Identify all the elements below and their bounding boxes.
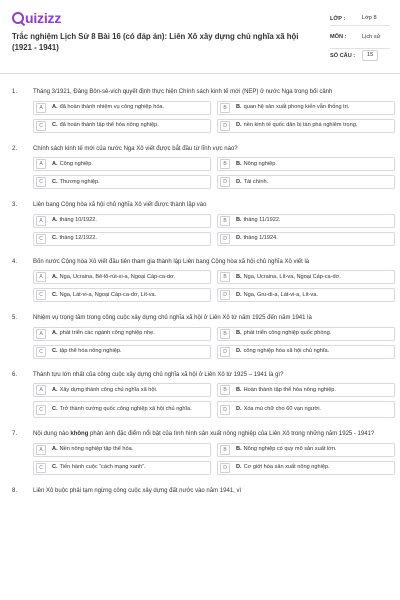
option-label: C. [52,348,58,354]
question-text: Thành tựu lớn nhất của công cuộc xây dựng chủ nghĩa xã hội ở Liên Xô từ 1925 – 1941 là gì? [33,371,284,378]
option-label: D. [236,122,242,128]
option-letter: C [36,234,46,244]
option-label: A. [52,160,58,167]
option-text: nền kinh tế quốc dân bị tàn phá nghiêm trọng. [243,122,358,128]
option-letter: B [220,103,230,113]
option-text: Nga, Ucraina, Lít-va, Ngoại Cáp-ca-dơ. [243,273,341,280]
option-text: Công nghiệp. [59,160,93,167]
question-4 [12,258,388,303]
quiz-title: Trắc nghiệm Lịch Sử 8 Bài 16 (có đáp án): Liên Xô xây dựng chủ nghĩa xã hội (1921 - 1941) [12,32,299,52]
option-d[interactable] [217,119,395,133]
option-letter: D [220,347,230,357]
option-text: Tiến hành cuộc “cách mạng xanh”. [59,464,146,470]
question-3 [12,201,388,246]
option-letter: B [220,445,230,455]
option-text: Nông nghiệp có quy mô sản xuất lớn. [243,446,337,452]
question-text: Tháng 3/1921, Đảng Bôn-sê-vich quyết định thực hiện Chính sách kinh tế mới (NEP) ở nước Nga trong bối cảnh [33,89,333,95]
option-label: D. [236,235,242,241]
option-label: C. [52,464,58,470]
option-label: D. [236,178,242,185]
option-label: B. [236,160,242,167]
option-d[interactable] [217,401,395,418]
option-text: Cơ giới hóa sản xuất nông nghiệp. [243,464,330,470]
logo-text: uizizz [25,10,62,26]
option-label: B. [236,386,242,393]
option-label: C. [52,178,58,185]
option-text: công nghiệp hóa xã hội chủ nghĩa. [243,348,330,354]
question-text: Bốn nước Cộng hòa Xô viết đầu tiên tham gia thành lập Liên bang Cộng hòa xã hội chủ nghĩa Xô viết là [33,258,310,265]
option-text: Hoàn thành tập thể hóa nông nghiệp. [243,386,336,393]
question-text: Liên Xô buộc phải tạm ngừng công cuộc xây dựng đất nước vào năm 1941, vì [33,487,242,494]
option-text: Trở thành cường quốc công nghiệp xã hội chủ nghĩa. [59,406,192,412]
option-label: B. [236,446,242,452]
option-text: phát triển công nghiệp quốc phòng. [243,330,332,336]
option-a[interactable] [33,383,211,397]
option-letter: C [36,290,46,300]
option-label: C. [52,406,58,412]
option-letter: A [36,272,46,282]
option-label: A. [52,330,58,336]
question-list [0,74,400,495]
question-number: 4. [12,258,18,265]
option-letter: A [36,103,46,113]
option-c[interactable] [33,175,211,189]
option-letter: B [220,329,230,339]
option-d[interactable] [217,345,395,359]
option-label: D. [236,464,242,470]
question-6 [12,371,388,419]
option-letter: A [36,216,46,226]
option-text: quan hệ sản xuất phong kiến vẫn thống trị. [243,104,350,110]
option-letter: B [220,272,230,282]
option-label: D. [236,291,242,298]
option-letter: D [220,463,230,473]
option-text: Nga, Lát-vi-a, Ngoại Cáp-ca-dơ, Lít-va. [59,291,157,298]
question-text-part: phản ánh đặc điểm nổi bật của tình hình sản xuất nông nghiệp của Liên Xô trong những năm 1925 - 1941? [88,431,375,437]
option-d[interactable] [217,288,395,302]
question-8 [12,487,388,496]
option-letter: D [220,121,230,131]
question-number: 1. [12,89,18,95]
option-label: B. [236,217,242,223]
question-text-part: Nội dung nào [33,431,71,437]
option-b[interactable] [217,157,395,171]
option-letter: D [220,177,230,187]
option-text: Nga, Gru-di-a, Lát-vi-a, Lít-va. [243,291,318,298]
question-2 [12,145,388,190]
option-c[interactable] [33,288,211,302]
question-text [33,430,388,439]
option-text: tháng 12/1922. [59,235,97,241]
option-label: A. [52,217,58,223]
option-c[interactable] [33,401,211,418]
option-c[interactable] [33,345,211,359]
quiz-header [0,0,400,74]
option-c[interactable] [33,232,211,246]
question-1 [12,88,388,133]
question-text: Liên bang Cộng hòa xã hội chủ nghĩa Xô viết được thành lập vào [33,202,207,208]
option-letter: C [36,463,46,473]
meta-count-label: SỐ CÂU : [330,52,356,59]
option-text: tháng 1/1924. [243,235,278,241]
option-letter: D [220,290,230,300]
question-number: 3. [12,202,18,208]
option-letter: B [220,159,230,169]
option-label: C. [52,122,58,128]
option-text: Xây dựng thành công chủ nghĩa xã hội. [59,386,158,393]
option-label: A. [52,446,58,452]
option-a[interactable] [33,443,211,457]
option-text: Nền nông nghiệp tập thể hóa. [59,446,134,452]
option-letter: C [36,405,46,415]
option-a[interactable] [33,157,211,171]
question-text: Chính sách kinh tế mới của nước Nga Xô viết được bắt đầu từ lĩnh vực nào? [33,145,238,152]
option-b[interactable] [217,270,395,284]
option-label: D. [236,348,242,354]
option-letter: B [220,385,230,395]
option-label: A. [52,104,58,110]
option-text: đã hoàn thành nhiệm vụ công nghiệp hóa. [59,104,165,110]
option-text: Thương nghiệp. [59,178,100,185]
option-a[interactable] [33,101,211,115]
question-number: 7. [12,431,18,437]
option-text: Xóa mù chữ cho 60 vạn người. [243,406,321,412]
option-text: phát triển các ngành công nghiệp nhẹ. [59,330,155,336]
option-label: B. [236,104,242,110]
meta-class-label: LỚP : [330,15,346,22]
option-text: đã hoàn thành tập thể hóa nông nghiệp. [59,122,159,128]
option-label: D. [236,406,242,412]
quiz-meta [330,12,390,62]
option-letter: A [36,159,46,169]
option-letter: C [36,177,46,187]
option-letter: D [220,405,230,415]
option-label: A. [52,386,58,393]
logo-q-icon [12,12,24,24]
option-label: C. [52,291,58,298]
meta-row-subject [330,26,390,49]
option-letter: C [36,347,46,357]
option-label: B. [236,273,242,280]
option-label: C. [52,235,58,241]
option-a[interactable] [33,214,211,228]
option-letter: C [36,121,46,131]
option-b[interactable] [217,383,395,397]
option-letter: A [36,329,46,339]
option-c[interactable] [33,119,211,133]
question-number: 8. [12,487,18,494]
question-7 [12,430,388,475]
meta-subject-label: MÔN : [330,34,347,40]
option-c[interactable] [33,461,211,475]
option-text: tập thể hóa nông nghiệp. [59,348,122,354]
option-b[interactable] [217,443,395,457]
question-text: Nhiệm vụ trọng tâm trong công cuộc xây dựng chủ nghĩa xã hội ở Liên Xô từ năm 1925 đến năm 1941 là [33,315,312,321]
question-number: 6. [12,371,18,378]
option-a[interactable] [33,270,211,284]
option-letter: A [36,445,46,455]
meta-class-value: Lớp 8 [362,15,377,21]
option-letter: D [220,234,230,244]
option-a[interactable] [33,327,211,341]
option-text: tháng 10/1922. [59,217,97,223]
question-text-emphasis: không [70,431,89,437]
option-d[interactable] [217,175,395,189]
question-number: 2. [12,145,18,152]
option-b[interactable] [217,101,395,115]
meta-row-count [330,49,390,62]
option-letter: B [220,216,230,226]
question-5 [12,314,388,359]
meta-subject-value: Lịch sử [362,33,381,40]
option-label: B. [236,330,242,336]
question-number: 5. [12,315,18,321]
option-text: tháng 11/1922. [243,217,281,223]
option-text: Tài chính. [243,178,269,185]
option-d[interactable] [217,461,395,475]
meta-row-class [330,12,390,26]
option-d[interactable] [217,232,395,246]
option-label: A. [52,273,58,280]
option-letter: A [36,385,46,395]
meta-count-value: 15 [362,50,378,61]
option-text: Nông nghiệp. [243,160,277,167]
option-text: Nga, Ucraina, Bê-lô-rút-xi-a, Ngoại Cáp-ca-dơ. [59,273,176,280]
option-b[interactable] [217,327,395,341]
option-b[interactable] [217,214,395,228]
